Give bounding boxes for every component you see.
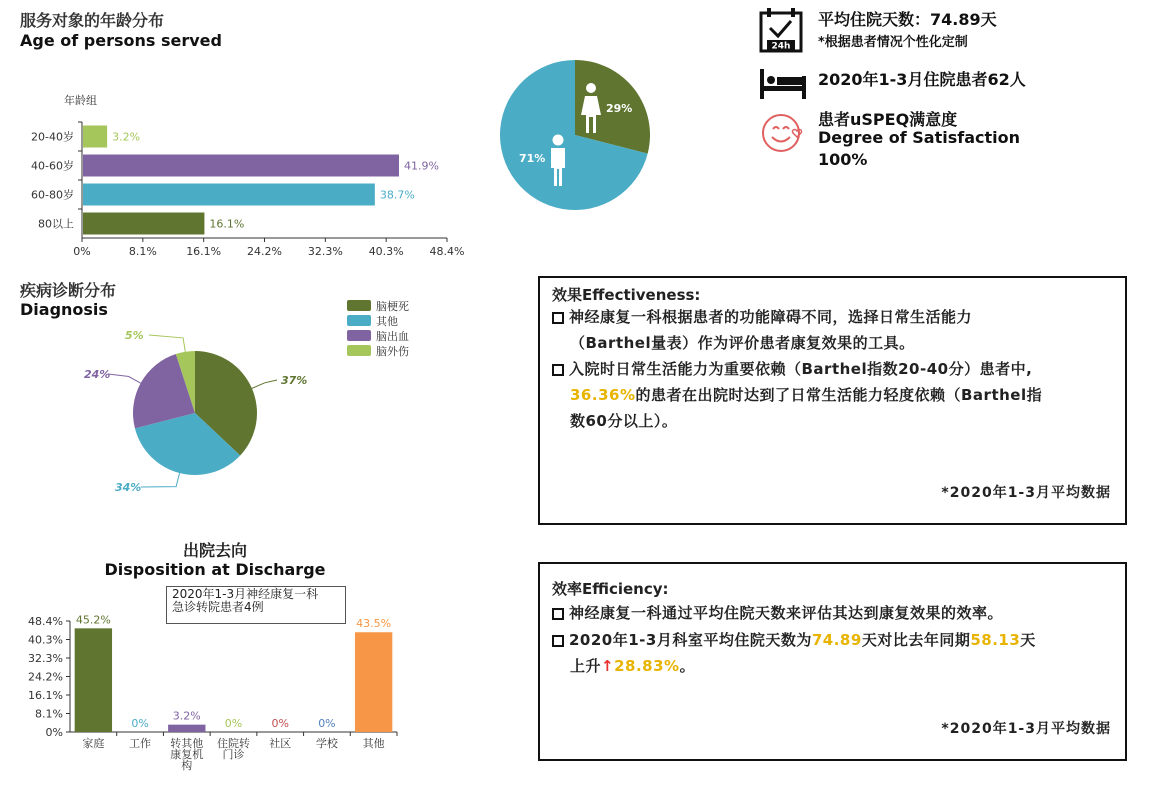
- satisfaction-title-cn: 患者uSPEQ满意度: [818, 110, 958, 129]
- effectiveness-item-1-line-2: （Barthel量表）作为评价患者康复效果的工具。: [570, 334, 915, 352]
- discharge-y-tick-label: 16.1%: [28, 689, 63, 702]
- discharge-category-label: 工作: [129, 737, 152, 750]
- age-category-label: 60-80岁: [31, 188, 74, 202]
- age-data-label: 16.1%: [209, 217, 245, 231]
- discharge-bar: [355, 632, 392, 732]
- diagnosis-data-label: 37%: [281, 374, 308, 387]
- checkbox-icon: [552, 635, 564, 647]
- age-bar: [83, 126, 107, 148]
- discharge-bar-chart: [0, 600, 420, 787]
- checkbox-icon: [552, 608, 564, 620]
- age-bar: [83, 184, 375, 206]
- diagnosis-leader-line: [149, 335, 185, 352]
- efficiency-title: 效率Efficiency:: [552, 580, 669, 598]
- discharge-data-label: 0%: [224, 717, 243, 730]
- age-data-label: 3.2%: [112, 130, 141, 144]
- checkbox-icon: [552, 312, 564, 324]
- diagnosis-legend-swatch: [347, 315, 371, 326]
- efficiency-item-2-a: 2020年1-3月科室平均住院天数为: [569, 631, 812, 649]
- diagnosis-title-en: Diagnosis: [20, 300, 108, 319]
- efficiency-item-2-d: 上升: [570, 657, 602, 675]
- discharge-y-tick-label: 24.2%: [28, 670, 63, 684]
- diagnosis-data-label: 24%: [84, 368, 111, 381]
- discharge-category-label: 住院转: [217, 737, 250, 750]
- diagnosis-title-cn: 疾病诊断分布: [20, 281, 117, 300]
- discharge-bar: [75, 628, 112, 732]
- effectiveness-item-2-line-1: 入院时日常生活能力为重要依赖（Barthel指数20-40分）患者中,: [569, 360, 1033, 378]
- age-x-tick-label: 8.1%: [128, 245, 157, 258]
- age-category-label: 80以上: [38, 217, 74, 231]
- age-x-tick-label: 48.4%: [429, 245, 465, 258]
- discharge-category-label: 学校: [315, 737, 338, 750]
- gender-slice-label: 71%: [519, 152, 546, 165]
- efficiency-item-2-c: 天: [1020, 631, 1036, 649]
- discharge-y-tick-label: 40.3%: [28, 633, 63, 647]
- age-category-label: 40-60岁: [31, 159, 74, 173]
- age-title-en: Age of persons served: [20, 31, 222, 50]
- discharge-category-label: 转其他: [170, 737, 204, 750]
- diagnosis-legend-label: 脑外伤: [376, 345, 409, 358]
- svg-text:24h: 24h: [771, 41, 791, 52]
- diagnosis-leader-line: [141, 473, 180, 487]
- efficiency-highlight-1: 74.89: [811, 631, 862, 649]
- smiley-heart-icon: [760, 110, 806, 156]
- discharge-data-label: 0%: [318, 717, 336, 730]
- calendar-24h-icon: [758, 6, 806, 54]
- avg-stay-text: 平均住院天数：74.89天: [818, 10, 997, 29]
- discharge-y-tick-label: 48.4%: [28, 615, 63, 628]
- bed-icon: [758, 66, 808, 102]
- diagnosis-pie-chart: [60, 290, 460, 505]
- effectiveness-box: [538, 276, 1127, 525]
- discharge-category-label: 构: [181, 759, 193, 772]
- diagnosis-legend-swatch: [347, 330, 371, 341]
- effectiveness-title: 效果Effectiveness:: [552, 286, 701, 304]
- discharge-y-tick-label: 8.1%: [35, 707, 63, 721]
- effectiveness-item-2-line-2-rest: 的患者在出院时达到了日常生活能力轻度依赖（Barthel指: [635, 386, 1043, 404]
- up-arrow-icon: ↑: [601, 657, 615, 675]
- diagnosis-data-label: 34%: [115, 481, 142, 494]
- effectiveness-item-1-line-1: 神经康复一科根据患者的功能障碍不同，选择日常生活能力: [569, 308, 973, 326]
- discharge-callout-line2: 急诊转院患者4例: [172, 600, 264, 614]
- discharge-y-tick-label: 32.3%: [28, 652, 63, 665]
- gender-pie-chart: [490, 55, 660, 220]
- discharge-data-label: 3.2%: [172, 709, 201, 723]
- age-bar: [83, 213, 204, 235]
- efficiency-box: [538, 562, 1127, 761]
- effectiveness-item-2-line-2: [570, 382, 1042, 408]
- discharge-title-en: Disposition at Discharge: [104, 560, 326, 579]
- efficiency-highlight-2: 58.13: [970, 631, 1021, 649]
- age-data-label: 38.7%: [379, 188, 415, 202]
- discharge-callout-line1: 2020年1-3月神经康复一科: [172, 587, 319, 601]
- efficiency-note: *2020年1-3月平均数据: [941, 721, 1111, 737]
- efficiency-highlight-3: 28.83%: [614, 657, 680, 675]
- age-data-label: 41.9%: [403, 159, 439, 173]
- checkbox-icon: [552, 364, 564, 376]
- diagnosis-legend-swatch: [347, 300, 371, 311]
- discharge-data-label: 43.5%: [356, 617, 392, 631]
- diagnosis-legend-label: 脑梗死: [376, 300, 409, 313]
- diagnosis-legend-label: 其他: [376, 315, 398, 328]
- discharge-data-label: 0%: [271, 717, 289, 730]
- discharge-category-label: 家庭: [82, 737, 105, 750]
- discharge-category-label: 门诊: [222, 748, 245, 761]
- age-x-tick-label: 0%: [73, 245, 91, 258]
- effectiveness-note: *2020年1-3月平均数据: [941, 485, 1111, 501]
- discharge-bar: [168, 725, 205, 732]
- age-axis-label: 年龄组: [64, 94, 97, 107]
- satisfaction-title-en: Degree of Satisfaction: [818, 128, 1021, 147]
- diagnosis-legend-swatch: [347, 345, 371, 356]
- age-title-cn: 服务对象的年龄分布: [20, 11, 165, 30]
- discharge-category-label: 康复机: [170, 748, 204, 761]
- diagnosis-data-label: 5%: [125, 329, 144, 342]
- gender-slice-label: 29%: [606, 102, 633, 115]
- efficiency-item-1-text: 神经康复一科通过平均住院天数来评估其达到康复效果的效率。: [569, 604, 1004, 622]
- discharge-category-label: 其他: [362, 737, 385, 750]
- discharge-data-label: 45.2%: [75, 613, 111, 627]
- efficiency-item-2-line-2: [570, 653, 695, 679]
- efficiency-item-2-e: 。: [679, 657, 696, 675]
- age-x-tick-label: 32.3%: [307, 245, 343, 258]
- effectiveness-item-1: [552, 304, 972, 330]
- efficiency-item-2: [552, 627, 1036, 653]
- effectiveness-item-2-line-3: 数60分以上）。: [570, 412, 678, 430]
- age-x-tick-label: 40.3%: [368, 245, 404, 258]
- diagnosis-legend-label: 脑出血: [376, 330, 409, 343]
- age-category-label: 20-40岁: [31, 130, 74, 144]
- discharge-data-label: 0%: [131, 717, 149, 730]
- age-x-tick-label: 24.2%: [247, 245, 282, 258]
- efficiency-item-2-b: 天对比去年同期: [861, 631, 971, 649]
- diagnosis-leader-line: [108, 374, 141, 383]
- discharge-category-label: 社区: [269, 737, 292, 750]
- satisfaction-value: 100%: [818, 150, 868, 169]
- diagnosis-leader-line: [252, 380, 277, 388]
- efficiency-item-1: [552, 600, 1003, 626]
- effectiveness-item-2: [552, 356, 1032, 382]
- discharge-title-cn: 出院去向: [182, 541, 247, 560]
- discharge-y-tick-label: 0%: [45, 726, 63, 739]
- effectiveness-highlight: 36.36%: [570, 386, 636, 404]
- age-x-tick-label: 16.1%: [186, 245, 222, 258]
- age-bar: [83, 155, 399, 177]
- patient-count-text: 2020年1-3月住院患者62人: [818, 70, 1026, 89]
- age-bar-chart: [0, 80, 480, 270]
- avg-stay-note: *根据患者情况个性化定制: [818, 35, 968, 50]
